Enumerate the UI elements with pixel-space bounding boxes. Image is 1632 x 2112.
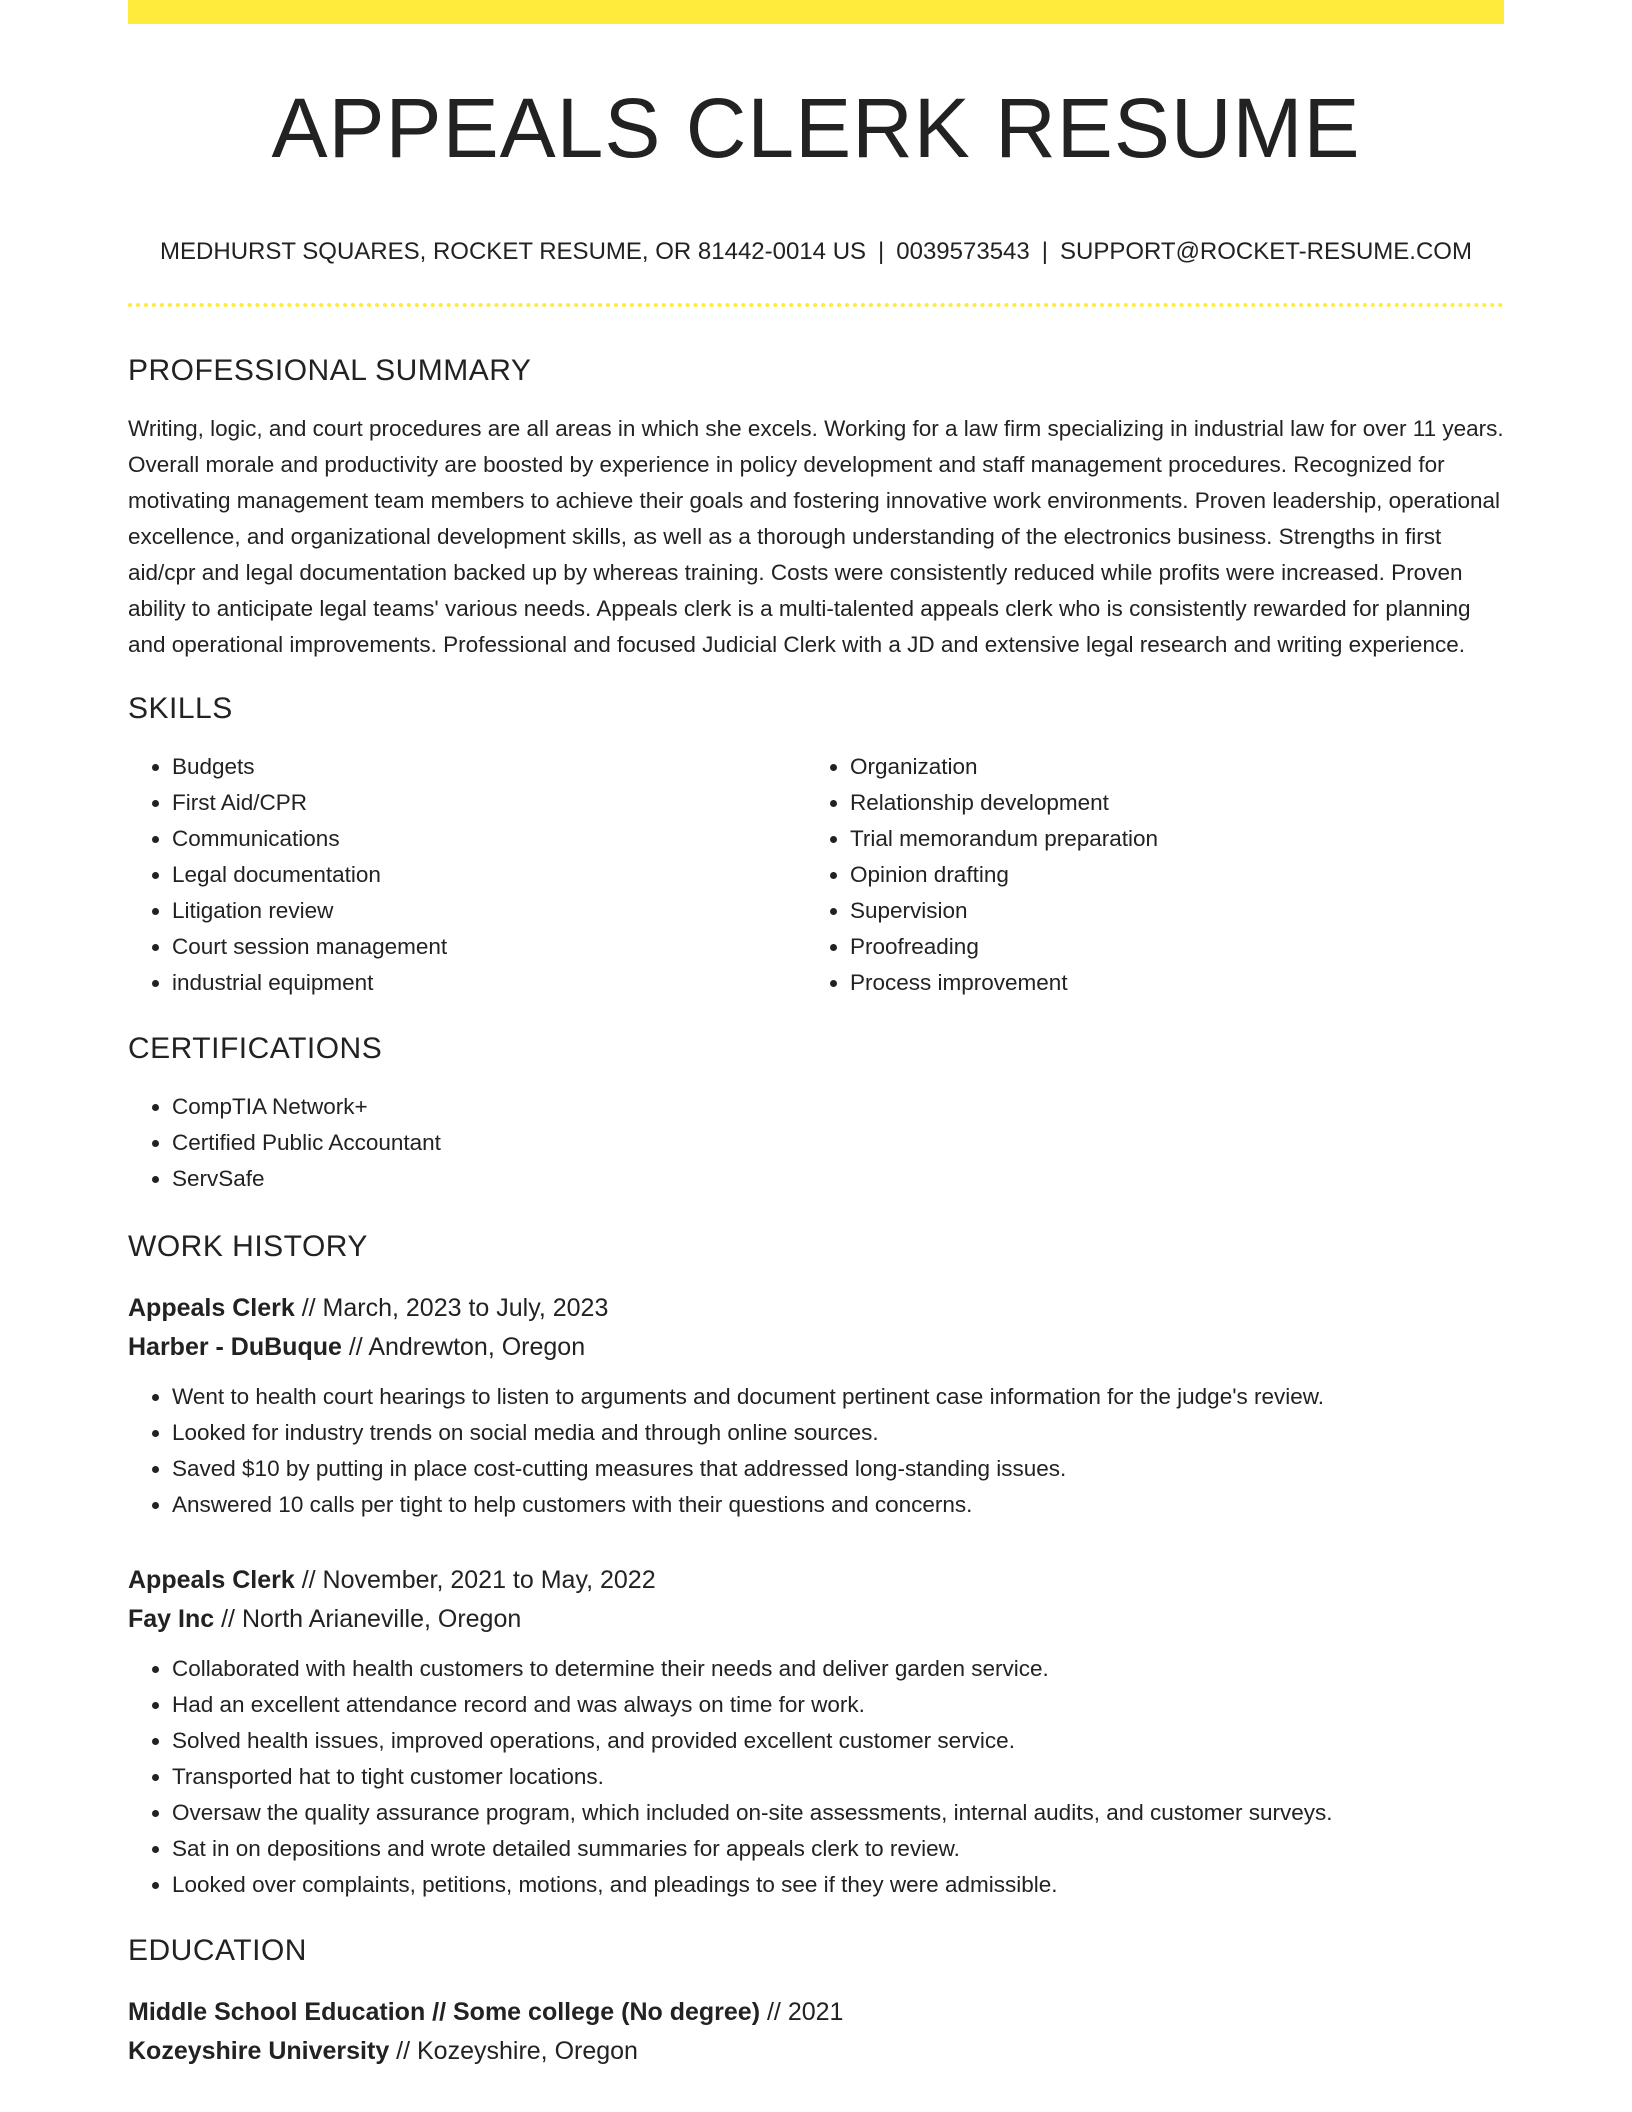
skill-item: • First Aid/CPR (172, 785, 806, 821)
job-bullet: • Went to health court hearings to listen to arguments and document pertinent case information for the judge's review. (172, 1379, 1504, 1415)
job-bullet: • Had an excellent attendance record and was always on time for work. (172, 1687, 1504, 1723)
accent-top-bar (128, 0, 1504, 24)
job-location: // Andrewton, Oregon (348, 1333, 586, 1362)
job-bullet: • Solved health issues, improved operations, and provided excellent customer service. (172, 1723, 1504, 1759)
skills-column-left (128, 749, 806, 1001)
dotted-divider (128, 303, 1504, 307)
skill-item: • Communications (172, 821, 806, 857)
job-bullet: • Looked over complaints, petitions, motions, and pleadings to see if they were admissible. (172, 1867, 1504, 1903)
education-degree: Middle School Education // Some college (No degree) (128, 1998, 761, 2027)
skill-item: • Process improvement (850, 965, 1484, 1001)
contact-email: SUPPORT@ROCKET-RESUME.COM (1059, 238, 1472, 266)
certifications-list (128, 1089, 1504, 1197)
job-title: Appeals Clerk (128, 1294, 295, 1323)
contact-separator: | (878, 238, 885, 266)
job-title-line (128, 1561, 1504, 1600)
skill-item: • industrial equipment (172, 965, 806, 1001)
job-bullet: • Sat in on depositions and wrote detailed summaries for appeals clerk to review. (172, 1831, 1504, 1867)
certification-item: • Certified Public Accountant (172, 1125, 1504, 1161)
skills-heading: SKILLS (128, 692, 233, 726)
skill-item: • Legal documentation (172, 857, 806, 893)
education-degree-line (128, 1993, 1504, 2032)
job-bullets (128, 1651, 1504, 1903)
education-heading: EDUCATION (128, 1934, 307, 1968)
job-company: Fay Inc (128, 1605, 215, 1634)
skill-item: • Litigation review (172, 893, 806, 929)
skill-item: • Organization (850, 749, 1484, 785)
job-entry (128, 1561, 1504, 1903)
skills-list-right (806, 749, 1484, 1001)
education-year: // 2021 (766, 1998, 844, 2027)
certification-item: • ServSafe (172, 1161, 1504, 1197)
job-company-line (128, 1600, 1504, 1639)
skills-columns (128, 749, 1504, 1001)
job-company: Harber - DuBuque (128, 1333, 342, 1362)
summary-heading: PROFESSIONAL SUMMARY (128, 354, 532, 388)
job-bullets (128, 1379, 1504, 1523)
job-bullet: • Collaborated with health customers to determine their needs and deliver garden service. (172, 1651, 1504, 1687)
skill-item: • Opinion drafting (850, 857, 1484, 893)
summary-text: Writing, logic, and court procedures are all areas in which she excels. Working for a law firm specializing in industrial law for over 11 years. Overall morale and productivity are boosted by experience in policy development and staff management procedures. Recognized for motivating management team members to achieve their goals and fostering innovative work environments. Proven leadership, operational excellence, and organizational development skills, as well as a thorough understanding of the electronics business. Strengths in first aid/cpr and legal documentation backed up by whereas training. Costs were consistently reduced while profits were increased. Proven ability to anticipate legal teams' various needs. Appeals clerk is a multi-talented appeals clerk who is consistently rewarded for planning and operational improvements. Professional and focused Judicial Clerk with a JD and extensive legal research and writing experience. (128, 416, 1504, 658)
job-dates: // November, 2021 to May, 2022 (301, 1566, 656, 1595)
skill-item: • Relationship development (850, 785, 1484, 821)
education-school: Kozeyshire University (128, 2037, 390, 2066)
skill-item: • Budgets (172, 749, 806, 785)
job-entry (128, 1289, 1504, 1523)
skill-item: • Trial memorandum preparation (850, 821, 1484, 857)
work-history-heading: WORK HISTORY (128, 1230, 368, 1264)
education-location: // Kozeyshire, Oregon (396, 2037, 638, 2066)
job-location: // North Arianeville, Oregon (221, 1605, 522, 1634)
skills-list-left (128, 749, 806, 1001)
contact-line (128, 238, 1504, 267)
resume-page (128, 0, 1504, 2071)
job-bullet: • Transported hat to tight customer locations. (172, 1759, 1504, 1795)
certifications-heading: CERTIFICATIONS (128, 1032, 383, 1066)
skill-item: • Court session management (172, 929, 806, 965)
job-title: Appeals Clerk (128, 1566, 295, 1595)
contact-phone: 0039573543 (896, 238, 1030, 266)
skills-column-right (806, 749, 1484, 1001)
contact-separator: | (1041, 238, 1048, 266)
job-bullet: • Saved $10 by putting in place cost-cutting measures that addressed long-standing issues. (172, 1451, 1504, 1487)
contact-address: MEDHURST SQUARES, ROCKET RESUME, OR 81442-0014 US (160, 238, 867, 266)
education-school-line (128, 2032, 1504, 2071)
job-title-line (128, 1289, 1504, 1328)
job-company-line (128, 1328, 1504, 1367)
resume-title: APPEALS CLERK RESUME (271, 81, 1361, 175)
job-bullet: • Answered 10 calls per tight to help customers with their questions and concerns. (172, 1487, 1504, 1523)
education-entry (128, 1993, 1504, 2071)
certification-item: • CompTIA Network+ (172, 1089, 1504, 1125)
skill-item: • Proofreading (850, 929, 1484, 965)
job-bullet: • Oversaw the quality assurance program, which included on-site assessments, internal audits, and customer surveys. (172, 1795, 1504, 1831)
skill-item: • Supervision (850, 893, 1484, 929)
job-bullet: • Looked for industry trends on social media and through online sources. (172, 1415, 1504, 1451)
job-dates: // March, 2023 to July, 2023 (301, 1294, 609, 1323)
